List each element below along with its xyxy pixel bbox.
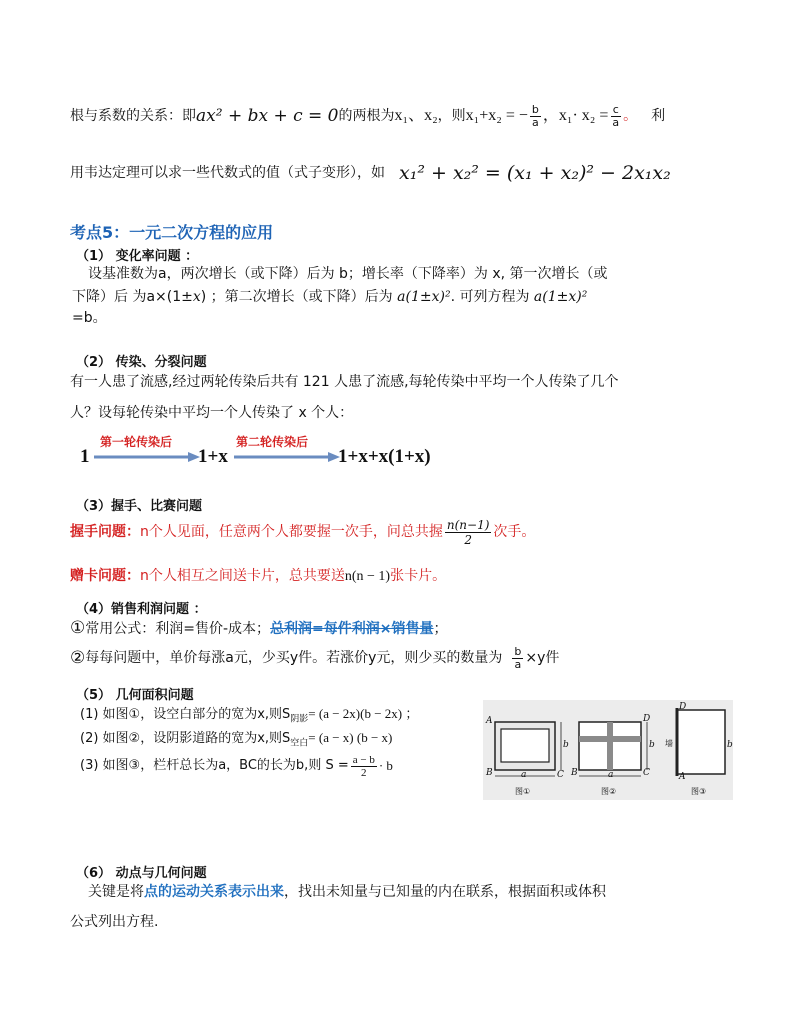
prod-num: c <box>612 102 619 116</box>
p5-i3-num: a − b <box>352 753 375 766</box>
sum-num: b <box>531 102 539 116</box>
p1-l2b: x <box>192 289 201 305</box>
prod-fraction <box>610 104 621 129</box>
p5-i2b: = (a − x) (b − x) <box>308 730 393 745</box>
p4-frac-den: a <box>514 657 522 671</box>
geometry-figures <box>483 700 733 800</box>
p4-l1b: 总利润=每件利润×销售量 <box>270 621 434 637</box>
p4-title: （4）销售利润问题 ： <box>76 602 207 617</box>
fig3-wall: 墙 <box>665 739 673 748</box>
card-tail: 张卡片。 <box>390 568 447 584</box>
p4-fraction <box>512 646 523 671</box>
p1-l2d: a(1±x)² <box>397 289 451 305</box>
quadratic-equation: ax² + bx + c = 0 <box>196 106 339 126</box>
p4-frac-num: b <box>514 644 522 658</box>
p5-item3 <box>80 750 393 782</box>
p4-line1 <box>70 618 448 639</box>
fig1-A: A <box>486 716 493 726</box>
roots: x₁、x₂ <box>394 107 438 124</box>
sum-den: a <box>532 115 539 129</box>
p1-title: （1） 变化率问题 ： <box>76 249 199 264</box>
arrow1-icon <box>92 450 202 464</box>
circle-2: ② <box>70 648 86 668</box>
p5-i3-den: 2 <box>361 766 367 779</box>
diagram-end: 1+x+x(1+x) <box>338 446 431 467</box>
p6-line2: 公式列出方程. <box>70 914 159 930</box>
fig2-C: C <box>643 768 650 778</box>
p1-l2e: . 可列方程为 <box>450 289 534 305</box>
p1-line3: =b。 <box>72 310 107 326</box>
sum-lhs: x₁+x₂ = − <box>465 107 528 124</box>
prod-lhs: ，x₁· x₂ = <box>542 107 609 124</box>
p5-i3tail: · b <box>378 758 393 773</box>
fig2-B: B <box>571 768 578 778</box>
diagram-start: 1 <box>80 446 90 467</box>
p6-l1c: ，找出未知量与已知量的内在联系，根据面积或体积 <box>284 884 606 900</box>
p5-i3-fraction <box>351 754 377 779</box>
p2-title: （2） 传染、分裂问题 <box>76 355 207 370</box>
handshake-line <box>70 512 535 552</box>
p1-l2c: ) ；第二次增长（或下降）后为 <box>200 289 398 305</box>
card-label: 赠卡问题： <box>70 568 140 584</box>
p5-i2sub: 空白 <box>290 738 309 749</box>
handshake-tail: 次手。 <box>493 524 536 540</box>
fig3-D: D <box>679 702 687 712</box>
fig2-caption: 图② <box>601 787 617 796</box>
p1-l2f: a(1±x)² <box>533 289 588 305</box>
period-mark: 。 <box>623 108 638 124</box>
vieta-formula: x₁² + x₂² = (x₁ + x₂)² − 2x₁x₂ <box>399 162 671 184</box>
fig2-D: D <box>643 714 651 724</box>
handshake-label: 握手问题： <box>70 524 140 540</box>
vieta-mid: 的两根为 <box>338 108 395 124</box>
p4-l1a: 常用公式：利润=售价-成本； <box>85 621 271 637</box>
vieta-relation-line <box>70 96 665 136</box>
diagram-mid: 1+x <box>198 446 228 467</box>
fig3-caption: 图③ <box>691 787 707 796</box>
p6-l1a: 关键是将 <box>88 884 144 900</box>
p6-title: （6） 动点与几何问题 <box>76 866 207 881</box>
p5-i1sub: 阴影 <box>290 714 309 725</box>
fig1-B: B <box>486 768 493 778</box>
p3-title: （3）握手、比赛问题 <box>76 499 203 514</box>
card-line <box>70 566 446 587</box>
fig2-a: a <box>608 770 614 780</box>
fig1-a: a <box>521 770 527 780</box>
circle-1: ① <box>70 618 86 638</box>
p4-l1c: ； <box>433 621 448 637</box>
figures-svg <box>483 700 733 800</box>
p6-line1 <box>88 882 606 902</box>
p2-line2: 人？设每轮传染中平均一个人传染了 x 个人： <box>70 405 354 421</box>
p4-line2 <box>70 638 559 678</box>
arrow2-label: 第二轮传染后 <box>236 435 309 449</box>
fig1-b: b <box>563 740 569 750</box>
p1-l2a: 下降）后 为a×(1± <box>72 289 193 305</box>
fig1-caption: 图① <box>515 787 531 796</box>
arrow2-icon <box>232 450 342 464</box>
section-title: 考点5：一元二次方程的应用 <box>70 223 274 242</box>
p5-item1 <box>80 704 418 730</box>
sum-fraction <box>530 104 541 129</box>
p5-title: （5） 几何面积问题 <box>76 688 194 703</box>
vieta-then: ，则 <box>437 108 466 124</box>
card-expr: n(n − 1) <box>344 569 391 584</box>
handshake-num: n(n−1) <box>446 517 490 532</box>
prod-den: a <box>612 115 620 129</box>
fig3-b: b <box>727 740 733 750</box>
handshake-text: n个人见面，任意两个人都要握一次手，问总共握 <box>140 524 443 540</box>
vieta-usage-line <box>70 156 671 190</box>
p1-line2 <box>72 287 587 307</box>
vieta-prefix: 根与系数的关系：即 <box>70 108 196 124</box>
p6-l1b: 点的运动关系表示出来 <box>144 884 284 900</box>
p5-i3a: (3) 如图③，栏杆总长为a，BC的长为b,则 S = <box>80 758 349 773</box>
line-tail: 利 <box>651 108 666 124</box>
handshake-fraction <box>445 518 492 547</box>
fig1-C: C <box>557 770 564 780</box>
p4-l2tail: ×y件 <box>525 650 560 666</box>
p5-i1a: (1) 如图①，设空白部分的宽为x,则S <box>80 707 291 722</box>
p5-i1b: = (a − 2x)(b − 2x) ； <box>308 706 419 721</box>
arrow1-label: 第一轮传染后 <box>100 435 173 449</box>
fig3-A: A <box>679 772 686 782</box>
vieta-usage-text: 用韦达定理可以求一些代数式的值（式子变形），如 <box>70 165 385 181</box>
p1-line1: 设基准数为a，两次增长（或下降）后为 b；增长率（下降率）为 x, 第一次增长（或 <box>88 266 608 282</box>
card-text: n个人相互之间送卡片，总共要送 <box>140 568 345 584</box>
fig2-b: b <box>649 740 655 750</box>
p5-i2a: (2) 如图②，设阴影道路的宽为x,则S <box>80 731 291 746</box>
handshake-den: 2 <box>464 532 472 547</box>
p4-l2: 每每问题中，单价每涨a元，少买y件。若涨价y元，则少买的数量为 <box>85 650 503 666</box>
p2-line1: 有一人患了流感,经过两轮传染后共有 121 人患了流感,每轮传染中平均一个人传染了几个 <box>70 374 619 390</box>
infection-diagram <box>0 430 794 475</box>
